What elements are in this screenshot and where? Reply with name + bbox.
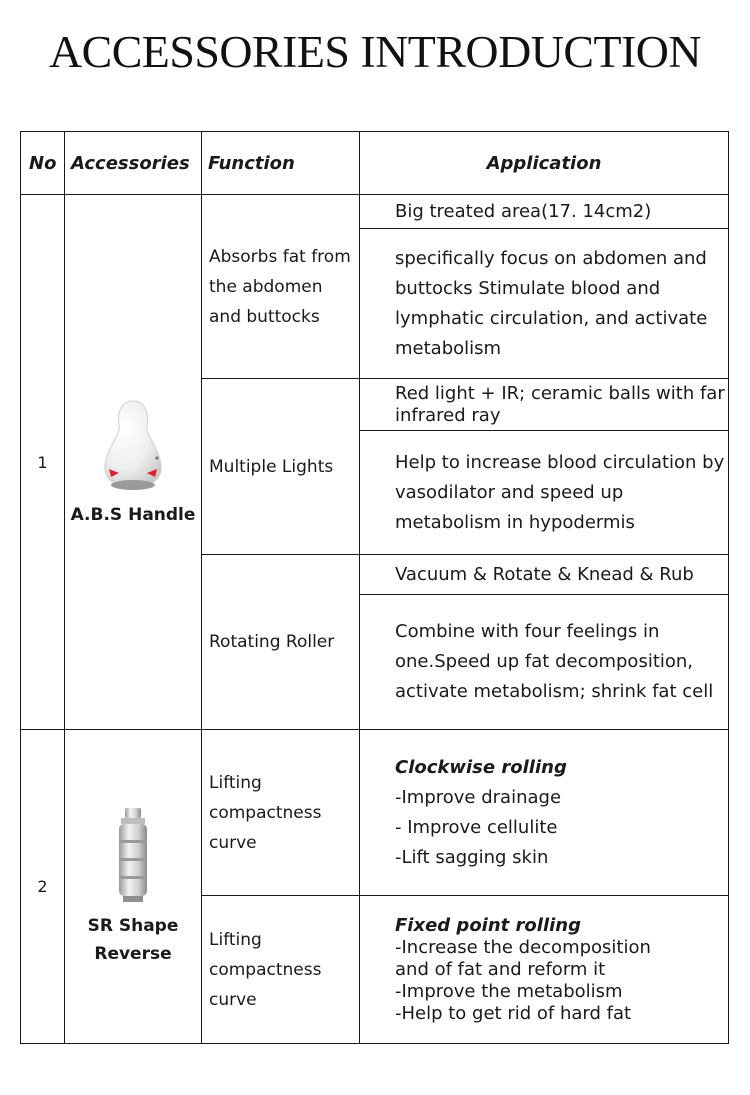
function-cell: Absorbs fat from the abdomen and buttocks bbox=[202, 195, 360, 379]
table-row bbox=[21, 730, 729, 896]
application-heading: Fixed point rolling bbox=[395, 914, 581, 936]
table-header-row bbox=[21, 132, 729, 195]
header-no: No bbox=[21, 132, 65, 195]
header-function: Function bbox=[202, 132, 360, 195]
application-point: -Improve drainage bbox=[395, 786, 562, 808]
accessories-table bbox=[20, 131, 729, 1044]
accessory-name: SR Shape Reverse bbox=[87, 915, 179, 964]
accessory-name: A.B.S Handle bbox=[70, 505, 196, 525]
application-short: Vacuum & Rotate & Knead & Rub bbox=[360, 555, 729, 595]
application-detail: Help to increase blood circulation by vasodilator and speed up metabolism in hypodermis bbox=[360, 431, 729, 555]
application-point: - Improve cellulite bbox=[395, 816, 558, 838]
abs-handle-image bbox=[83, 395, 183, 495]
application-point: -Improve the metabolism bbox=[395, 980, 623, 1002]
function-cell: Lifting compactness curve bbox=[202, 730, 360, 896]
application-list bbox=[360, 730, 729, 896]
page-title: ACCESSORIES INTRODUCTION bbox=[48, 27, 702, 77]
application-short: Big treated area(17. 14cm2) bbox=[360, 195, 729, 229]
application-point: -Help to get rid of hard fat bbox=[395, 1002, 632, 1024]
application-point: -Increase the decomposition bbox=[395, 936, 651, 958]
function-cell: Rotating Roller bbox=[202, 555, 360, 730]
accessory-cell bbox=[65, 730, 202, 1044]
application-list bbox=[360, 896, 729, 1044]
application-detail: specifically focus on abdomen and buttocks Stimulate blood and lymphatic circulation, and activate metabolism bbox=[360, 229, 729, 379]
accessory-cell bbox=[65, 195, 202, 730]
header-application: Application bbox=[360, 132, 729, 195]
application-point: and of fat and reform it bbox=[395, 958, 606, 980]
table-row bbox=[21, 195, 729, 229]
row-number: 2 bbox=[21, 730, 65, 1044]
application-heading: Clockwise rolling bbox=[395, 756, 567, 778]
application-detail: Combine with four feelings in one.Speed up fat decomposition, activate metabolism; shrink fat cell bbox=[360, 595, 729, 730]
function-cell: Lifting compactness curve bbox=[202, 896, 360, 1044]
header-accessories: Accessories bbox=[65, 132, 202, 195]
row-number: 1 bbox=[21, 195, 65, 730]
application-short: Red light + IR; ceramic balls with far infrared ray bbox=[360, 379, 729, 431]
sr-shape-image bbox=[113, 806, 153, 906]
function-cell: Multiple Lights bbox=[202, 379, 360, 555]
application-point: -Lift sagging skin bbox=[395, 846, 549, 868]
